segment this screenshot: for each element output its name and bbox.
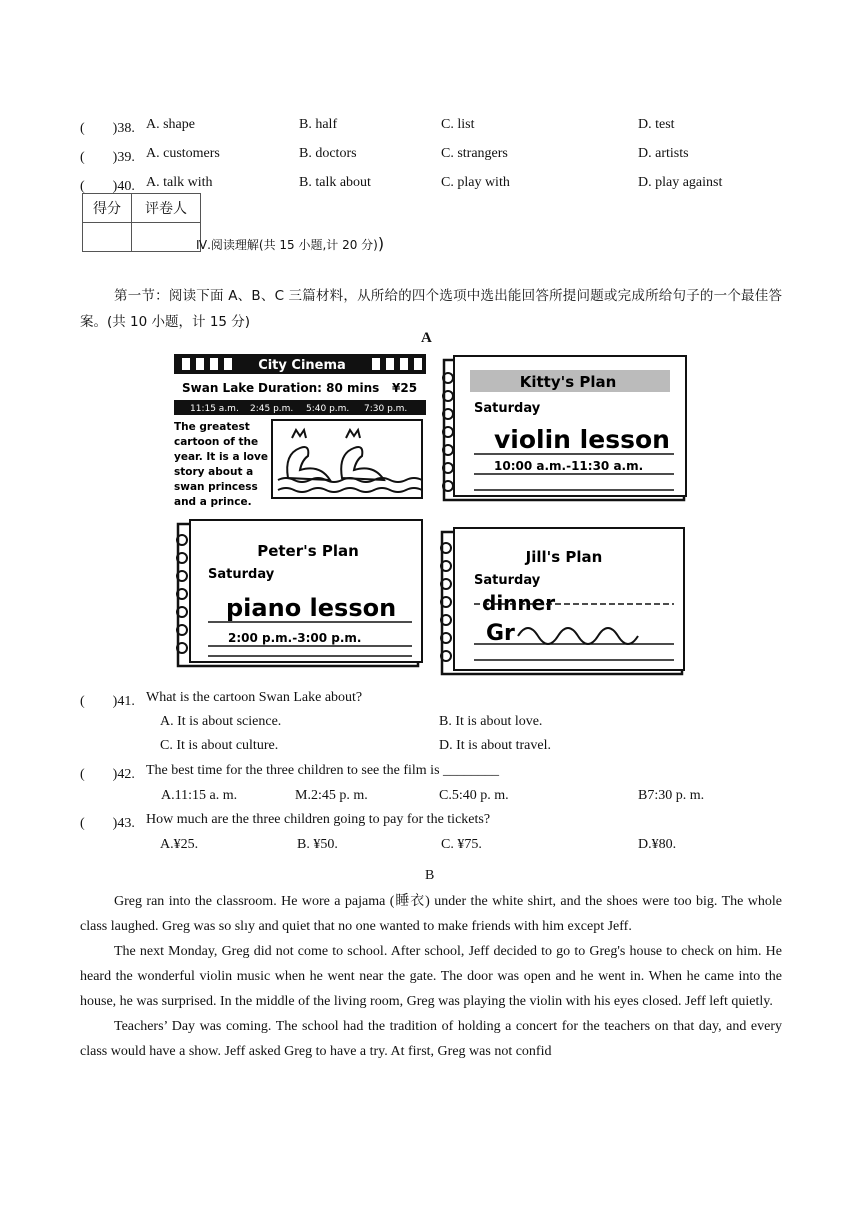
option-b: B. doctors	[299, 146, 357, 161]
option-c: C. play with	[441, 175, 510, 190]
kitty-plan-day: Saturday	[474, 401, 541, 416]
option-a: A.¥25.	[160, 837, 199, 852]
question-number: ( )38.	[80, 121, 135, 136]
option-a: A. talk with	[146, 175, 213, 190]
option-c: C. list	[441, 117, 475, 132]
kitty-plan-activity: violin lesson	[494, 425, 670, 454]
kitty-plan-note	[443, 356, 686, 500]
showtime-2: 2:45 p.m.	[250, 404, 294, 414]
question-39	[80, 146, 780, 166]
option-a: A. It is about science.	[160, 714, 282, 729]
jill-plan-title: Jill's Plan	[525, 548, 603, 566]
grader-header: 评卷人	[132, 194, 201, 223]
option-b: B. ¥50.	[297, 837, 338, 852]
passage-b	[80, 889, 782, 1064]
question-43	[80, 812, 780, 832]
section-heading	[196, 234, 384, 253]
passage-b-paragraph-2: The next Monday, Greg did not come to school. After school, Jeff decided to go to Greg's house to check on him. He heard the wonderful violin music when he went near the gate. The door was open and he went in. When he came into the house, he was surprised. In the middle of the living room, Greg was playing the violin with his eyes closed. Jeff left quietly.	[80, 944, 782, 1009]
option-d: B7:30 p. m.	[638, 788, 705, 803]
question-number: ( )41.	[80, 694, 135, 709]
option-d: D. test	[638, 117, 675, 132]
question-stem: How much are the three children going to pay for the tickets?	[146, 812, 491, 827]
option-b: B. half	[299, 117, 338, 132]
option-d: D. It is about travel.	[439, 738, 551, 753]
option-b: B. talk about	[299, 175, 371, 190]
showtime-3: 5:40 p.m.	[306, 404, 350, 414]
instruction-text: 第一节：阅读下面 A、B、C 三篇材料，从所给的四个选项中选出能回答所提问题或完成所给句子的一个最佳答案。(共 10 小题，计 15 分)	[80, 288, 782, 330]
option-c: C.5:40 p. m.	[439, 788, 509, 803]
showtime-1: 11:15 a.m.	[190, 404, 239, 414]
film-name: Swan Lake	[182, 381, 255, 395]
option-a: A. shape	[146, 117, 195, 132]
section-heading-text: Ⅳ.阅读理解(共 15 小题,计 20 分)	[196, 238, 378, 252]
jill-plan-note	[441, 528, 684, 674]
peter-plan-day: Saturday	[208, 567, 275, 582]
jill-plan-activity-1: dinner	[482, 591, 556, 615]
passage-b-paragraph-1: Greg ran into the classroom. He wore a pajama (睡衣) under the white shirt, and the shoes were too big. The whole class laughed. Greg was so slıy and quiet that no one wanted to make friends with him except Jeff.	[80, 894, 782, 934]
schedule-svg	[168, 348, 688, 680]
jill-plan-activity-2: Gr	[486, 621, 515, 646]
section-heading-paren: )	[377, 234, 385, 253]
desc-line-5: swan princess	[174, 481, 258, 493]
desc-line-6: and a prince.	[174, 496, 252, 508]
jill-plan-day: Saturday	[474, 573, 541, 588]
option-c: C. strangers	[441, 146, 508, 161]
peter-plan-activity: piano lesson	[226, 594, 397, 622]
question-number: ( )43.	[80, 816, 135, 831]
peter-plan-title: Peter's Plan	[257, 542, 359, 560]
ticket-price: ¥25	[392, 381, 418, 395]
option-d: D. play against	[638, 175, 723, 190]
question-40	[80, 175, 780, 195]
question-42	[80, 763, 780, 783]
kitty-plan-time: 10:00 a.m.-11:30 a.m.	[494, 459, 644, 473]
desc-line-2: cartoon of the	[174, 436, 259, 448]
passage-b-label: B	[425, 868, 435, 883]
question-43-options	[80, 837, 780, 857]
passage-a-label: A	[421, 330, 432, 346]
option-a: A.11:15 a. m.	[161, 788, 238, 803]
question-41-options-1	[80, 714, 780, 734]
showtime-4: 7:30 p.m.	[364, 404, 408, 414]
question-41	[80, 690, 780, 710]
desc-line-4: story about a	[174, 466, 254, 478]
desc-line-1: The greatest	[174, 421, 250, 433]
peter-plan-note	[177, 520, 422, 666]
option-b: B. It is about love.	[439, 714, 543, 729]
swans-picture	[272, 420, 422, 498]
cinema-name: City Cinema	[258, 358, 346, 373]
score-header: 得分	[83, 194, 132, 223]
passage-b-paragraph-3: Teachers’ Day was coming. The school had the tradition of holding a concert for the teachers on that day, and every class would have a show. Jeff asked Greg to have a try. At first, Greg was not confid	[80, 1019, 782, 1059]
film-duration: Duration: 80 mins	[258, 381, 380, 395]
question-41-options-2	[80, 738, 780, 758]
question-number: ( )40.	[80, 179, 135, 194]
question-stem: What is the cartoon Swan Lake about?	[146, 690, 363, 705]
option-d: D.¥80.	[638, 837, 677, 852]
score-cell[interactable]	[83, 223, 132, 252]
schedule-illustration	[168, 348, 688, 680]
option-c: C. It is about culture.	[160, 738, 279, 753]
option-a: A. customers	[146, 146, 220, 161]
kitty-plan-title: Kitty's Plan	[519, 373, 617, 391]
desc-line-3: year. It is a love	[174, 451, 268, 463]
grader-cell[interactable]	[132, 223, 201, 252]
option-c: C. ¥75.	[441, 837, 482, 852]
score-table	[82, 193, 201, 252]
question-stem: The best time for the three children to see the film is ________	[146, 763, 500, 778]
question-38	[80, 117, 780, 137]
question-number: ( )39.	[80, 150, 135, 165]
cinema-ticket	[174, 354, 426, 508]
question-42-options	[80, 788, 780, 808]
peter-plan-time: 2:00 p.m.-3:00 p.m.	[228, 631, 362, 645]
option-d: D. artists	[638, 146, 689, 161]
question-number: ( )42.	[80, 767, 135, 782]
option-b: M.2:45 p. m.	[295, 788, 368, 803]
